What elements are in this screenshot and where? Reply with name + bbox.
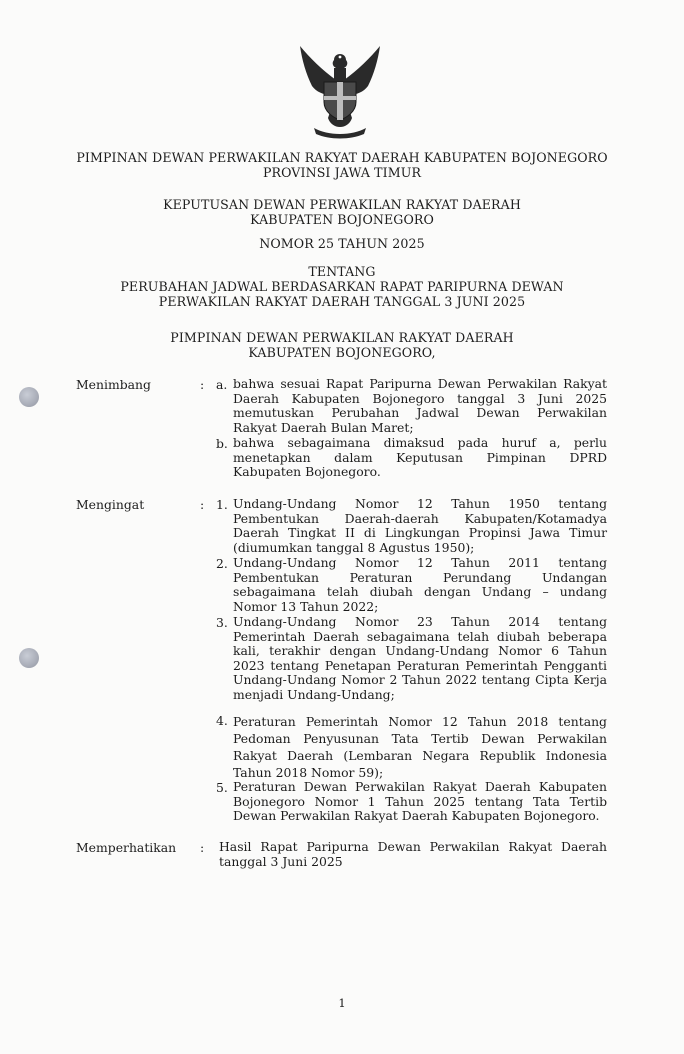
decree-number: NOMOR 25 TAHUN 2025 (259, 236, 425, 251)
mengingat-item-2 (233, 556, 607, 614)
menimbang-label: Menimbang (76, 377, 151, 392)
memperhatikan-label: Memperhatikan (76, 840, 177, 855)
list-marker: b. (216, 436, 228, 451)
text-line: Undang-Undang Nomor 2 Tahun 2022 tentang Cipta Kerja (233, 672, 607, 688)
text-line: Dewan Perwakilan Rakyat Daerah Kabupaten Bojonegoro. (233, 808, 600, 824)
text-line: sebagaimana telah diubah dengan Undang – undang (233, 584, 607, 600)
decree-subject-line1: PERUBAHAN JADWAL BERDASARKAN RAPAT PARIPURNA DEWAN (120, 279, 564, 294)
list-marker: 4. (216, 713, 228, 728)
mengingat-item-5 (233, 780, 607, 824)
punch-hole (19, 387, 39, 407)
section-colon: : (200, 377, 205, 392)
text-line: kali, terakhir dengan Undang-Undang Nomor 6 Tahun (233, 643, 607, 659)
text-line: menetapkan dalam Keputusan Pimpinan DPRD (233, 449, 607, 465)
text-line: memutuskan Perubahan Jadwal Dewan Perwakilan (233, 405, 607, 421)
text-line: Daerah Tingkat II di Lingkungan Propinsi Jawa Timur (233, 525, 607, 541)
list-marker: 5. (216, 780, 228, 795)
decree-title-regency: KABUPATEN BOJONEGORO (250, 212, 434, 227)
text-line: Rakyat Daerah Bulan Maret; (233, 419, 414, 435)
text-line: Pembentukan Peraturan Perundang Undangan (233, 569, 607, 585)
text-line: Pembentukan Daerah-daerah Kabupaten/Kotamadya (233, 510, 607, 526)
text-line: Pedoman Penyusunan Tata Tertib Dewan Perwakilan (233, 731, 607, 746)
list-marker: a. (216, 377, 228, 392)
text-line: (diumumkan tanggal 8 Agustus 1950); (233, 539, 475, 555)
text-line: Daerah Kabupaten Bojonegoro tanggal 3 Juni 2025 (233, 390, 607, 406)
garuda-emblem-icon (292, 40, 388, 144)
menimbang-item-b (233, 436, 607, 480)
text-line: Rakyat Daerah (Lembaran Negara Republik Indonesia (233, 748, 607, 763)
section-colon: : (200, 497, 205, 512)
list-marker: 2. (216, 556, 228, 571)
text-line: menjadi Undang-Undang; (233, 686, 395, 702)
memperhatikan-text (219, 840, 607, 869)
text-line: Peraturan Pemerintah Nomor 12 Tahun 2018 tentang (233, 714, 607, 729)
punch-hole (19, 648, 39, 668)
institution-title: PIMPINAN DEWAN PERWAKILAN RAKYAT DAERAH KABUPATEN BOJONEGORO (76, 150, 608, 165)
text-line: Bojonegoro Nomor 1 Tahun 2025 tentang Tata Tertib (233, 793, 607, 809)
text-line: Nomor 13 Tahun 2022; (233, 598, 379, 614)
about-heading: TENTANG (308, 264, 376, 279)
issuer-line2: KABUPATEN BOJONEGORO, (248, 345, 436, 360)
list-marker: 3. (216, 615, 228, 630)
text-line: Undang-Undang Nomor 12 Tahun 2011 tentang (233, 555, 607, 570)
text-line: Undang-Undang Nomor 23 Tahun 2014 tentang (233, 614, 607, 629)
section-colon: : (200, 840, 205, 855)
page-number: 1 (338, 996, 346, 1010)
text-line: tanggal 3 Juni 2025 (219, 853, 343, 869)
text-line: Kabupaten Bojonegoro. (233, 464, 381, 480)
list-marker: 1. (216, 497, 228, 512)
text-line: Peraturan Dewan Perwakilan Rakyat Daerah Kabupaten (233, 779, 607, 794)
mengingat-item-1 (233, 497, 607, 555)
mengingat-item-3 (233, 615, 607, 703)
text-line: 2023 tentang Penetapan Peraturan Pemerintah Pengganti (233, 657, 607, 673)
issuer-line1: PIMPINAN DEWAN PERWAKILAN RAKYAT DAERAH (170, 330, 514, 345)
text-line: Undang-Undang Nomor 12 Tahun 1950 tentang (233, 496, 607, 511)
mengingat-item-4 (233, 713, 607, 781)
text-line: Pemerintah Daerah sebagaimana telah diubah beberapa (233, 628, 607, 644)
mengingat-label: Mengingat (76, 497, 145, 512)
decree-title: KEPUTUSAN DEWAN PERWAKILAN RAKYAT DAERAH (163, 197, 521, 212)
text-line: bahwa sesuai Rapat Paripurna Dewan Perwakilan Rakyat (233, 376, 607, 391)
decree-subject-line2: PERWAKILAN RAKYAT DAERAH TANGGAL 3 JUNI 2025 (158, 294, 526, 309)
text-line: Tahun 2018 Nomor 59); (233, 765, 384, 780)
text-line: Hasil Rapat Paripurna Dewan Perwakilan Rakyat Daerah (219, 839, 607, 854)
menimbang-item-a (233, 377, 607, 435)
text-line: bahwa sebagaimana dimaksud pada huruf a, perlu (233, 435, 607, 450)
province-title: PROVINSI JAWA TIMUR (262, 165, 422, 180)
